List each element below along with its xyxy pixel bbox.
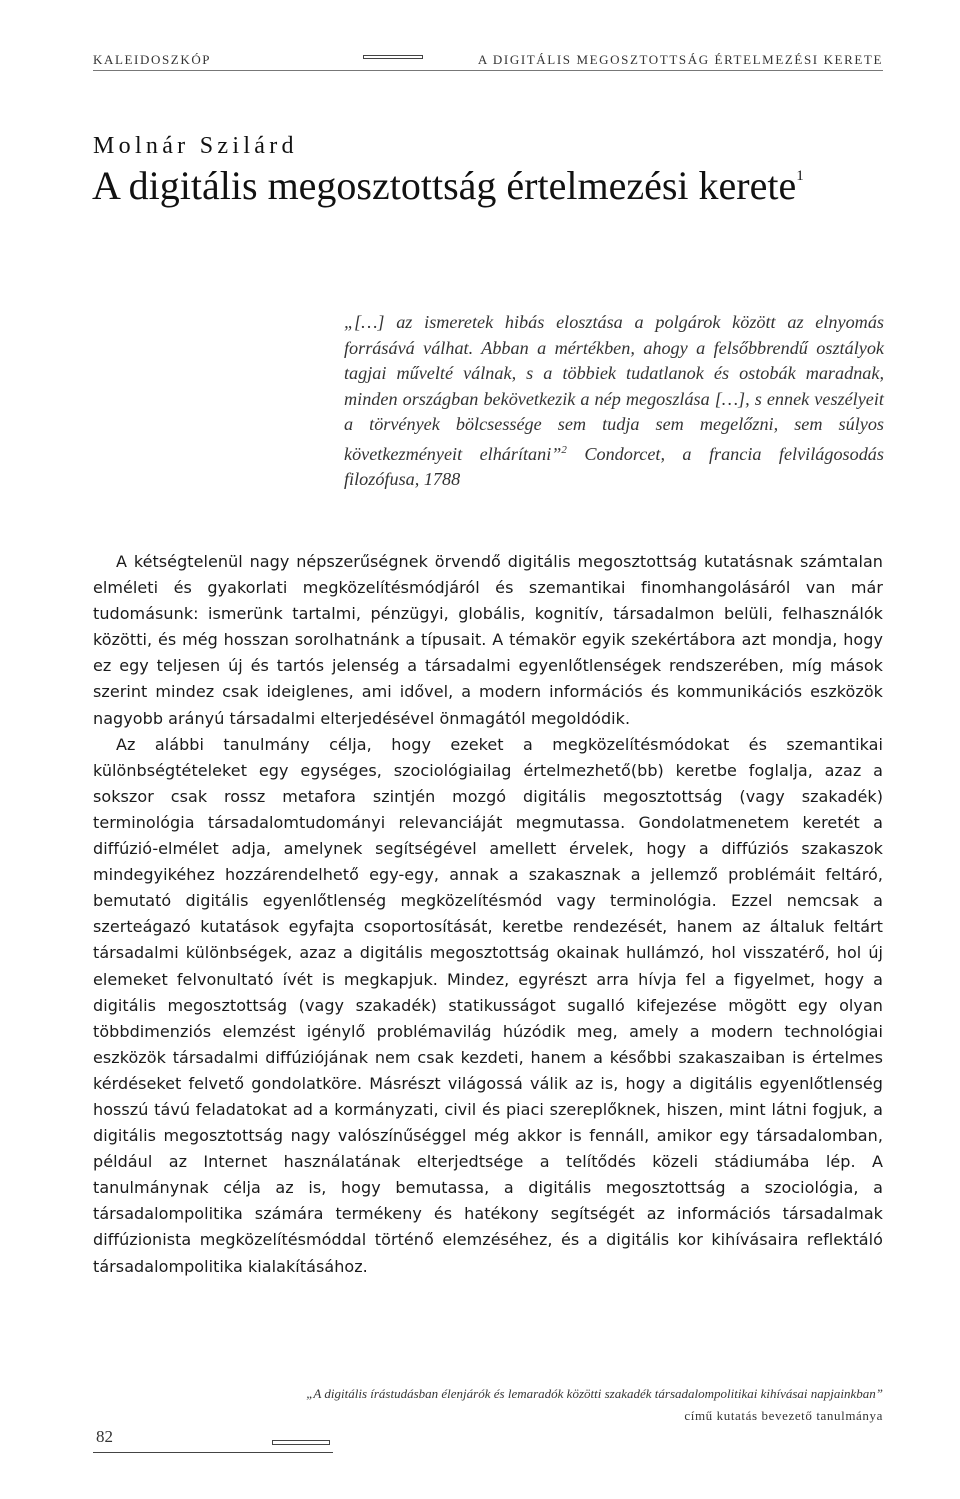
journal-section-name: KALEIDOSZKÓP [93,52,212,67]
epigraph-attribution: Condorcet, a francia felvilágosodás filozófusa, 1788 [344,443,884,490]
body-paragraph: Az alábbi tanulmány célja, hogy ezeket a megközelítésmódokat és szemantikai különbségtételeket egy egységes, szociológiailag értelmezhető(bb) keretbe foglalja, azaz a sokszor csak rossz metafora szintjén mozgó digitális megosztottság (vagy szakadék) terminológia társadalomtudományi relevanciáját megmutassa. Gondolatmenetem keretét a diffúzió-elmélet adja, amelynek segítségével amellett érvelek, hogy a diffúziós szakaszok mindegyikéhez hozzárendelhető egy-egy, annak a szakasznak a jellemző problémáit feltáró, bemutató digitális egyenlőtlenség megközelítésmód vagy terminológia. Ezzel nemcsak a szerteágazó kutatások egyfajta csoportosítását, keretbe rendezését, hanem az általuk feltárt társadalmi különbségek, azaz a digitális megosztottság okainak hullámzó, hol visszatérő, hol új elemeket felvonultató ívét is megkapjuk. Mindez, egyrészt arra hívja fel a figyelmet, hogy a digitális megosztottság (vagy szakadék) statikusságot sugalló kifejezése mögött egy olyan többdimenziós elemzést igénylő problémavilág húzódik meg, amely a modern technológiai eszközök társadalmi diffúziójának nem csak kezdeti, hanem a későbbi szakaszaiban is értelmes kérdéseket felvető gondolatköre. Másrészt világossá válik az is, hogy a digitális egyenlőtlenség hosszú távú feladatokat ad a kormányzati, civil és piaci szereplőknek, hiszen, mint látni fogjuk, a digitális megosztottság nagy valószínűséggel még akkor is fennáll, amikor egy társadalomban, például az Internet használatának elterjedtsége a telítődés közeli stádiumába lép. A tanulmánynak célja az is, hogy bemutassa, a digitális megosztottság a szociológia, a társadalompolitika számára termékeny és hatékony segítségét az információs társadalmak diffúzionista megközelítésmóddal történő elemzéséhez, és a digitális kor kihívásaira reflektáló társadalompolitika kialakításához. [93,734,883,1276]
article-title [92,162,804,209]
running-title: A DIGITÁLIS MEGOSZTOTTSÁG ÉRTELMEZÉSI KERETE [477,52,883,67]
title-footnote-marker: 1 [796,168,804,184]
header-ornament [363,55,423,59]
author-name: Molnár Szilárd [93,133,298,159]
footnote-research-title: „A digitális írástudásban élenjárók és lemaradók közötti szakadék társadalompolitikai kihívásai napjainkban” [306,1386,883,1401]
epigraph-footnote-marker: 2 [561,443,567,456]
body-paragraph: A kétségtelenül nagy népszerűségnek örvendő digitális megosztottság kutatásnak számtalan elméleti és gyakorlati megközelítésmódjáról és szemantikai finomhangolásáról van már tudomásunk: ismerünk tartalmi, pénzügyi, globális, kognitív, társadalmon belüli, felhasználók közötti, és még hosszan sorolhatnánk a típusait. A témakör egyik szekértábora azt mondja, hogy ez egy teljesen új és tartós jelenség a társadalmi egyenlőtlenségek rendszerében, míg mások szerint mindez csak ideiglenes, ami idővel, a modern információs és kommunikációs eszközök nagyobb arányú társadalmi elterjedésével önmagától megoldódik. [93,552,883,728]
article-body [93,549,883,1280]
article-title-text: A digitális megosztottság értelmezési kerete [92,163,797,208]
footer-rule [93,1452,333,1453]
epigraph-quote: „[…] az ismeretek hibás elosztása a polgárok között az elnyomás forrásává válhat. Abban a mértékben, ahogy a felsőbbrendű osztályok tagjai művelté válnak, s a többiek tudatlanok és ostobák maradnak, minden országban bekövetkezik a nép megoszlása […], s ennek veszélyeit a törvények bölcsessége sem tudja sem megelőzni, sem súlyos következményeit elhárítani” [344,312,884,464]
epigraph [344,310,884,493]
running-header [93,50,883,71]
page-number: 82 [96,1427,113,1446]
footer-ornament [272,1440,330,1445]
footnote [93,1383,883,1427]
footnote-description: című kutatás bevezető tanulmánya [684,1408,883,1423]
